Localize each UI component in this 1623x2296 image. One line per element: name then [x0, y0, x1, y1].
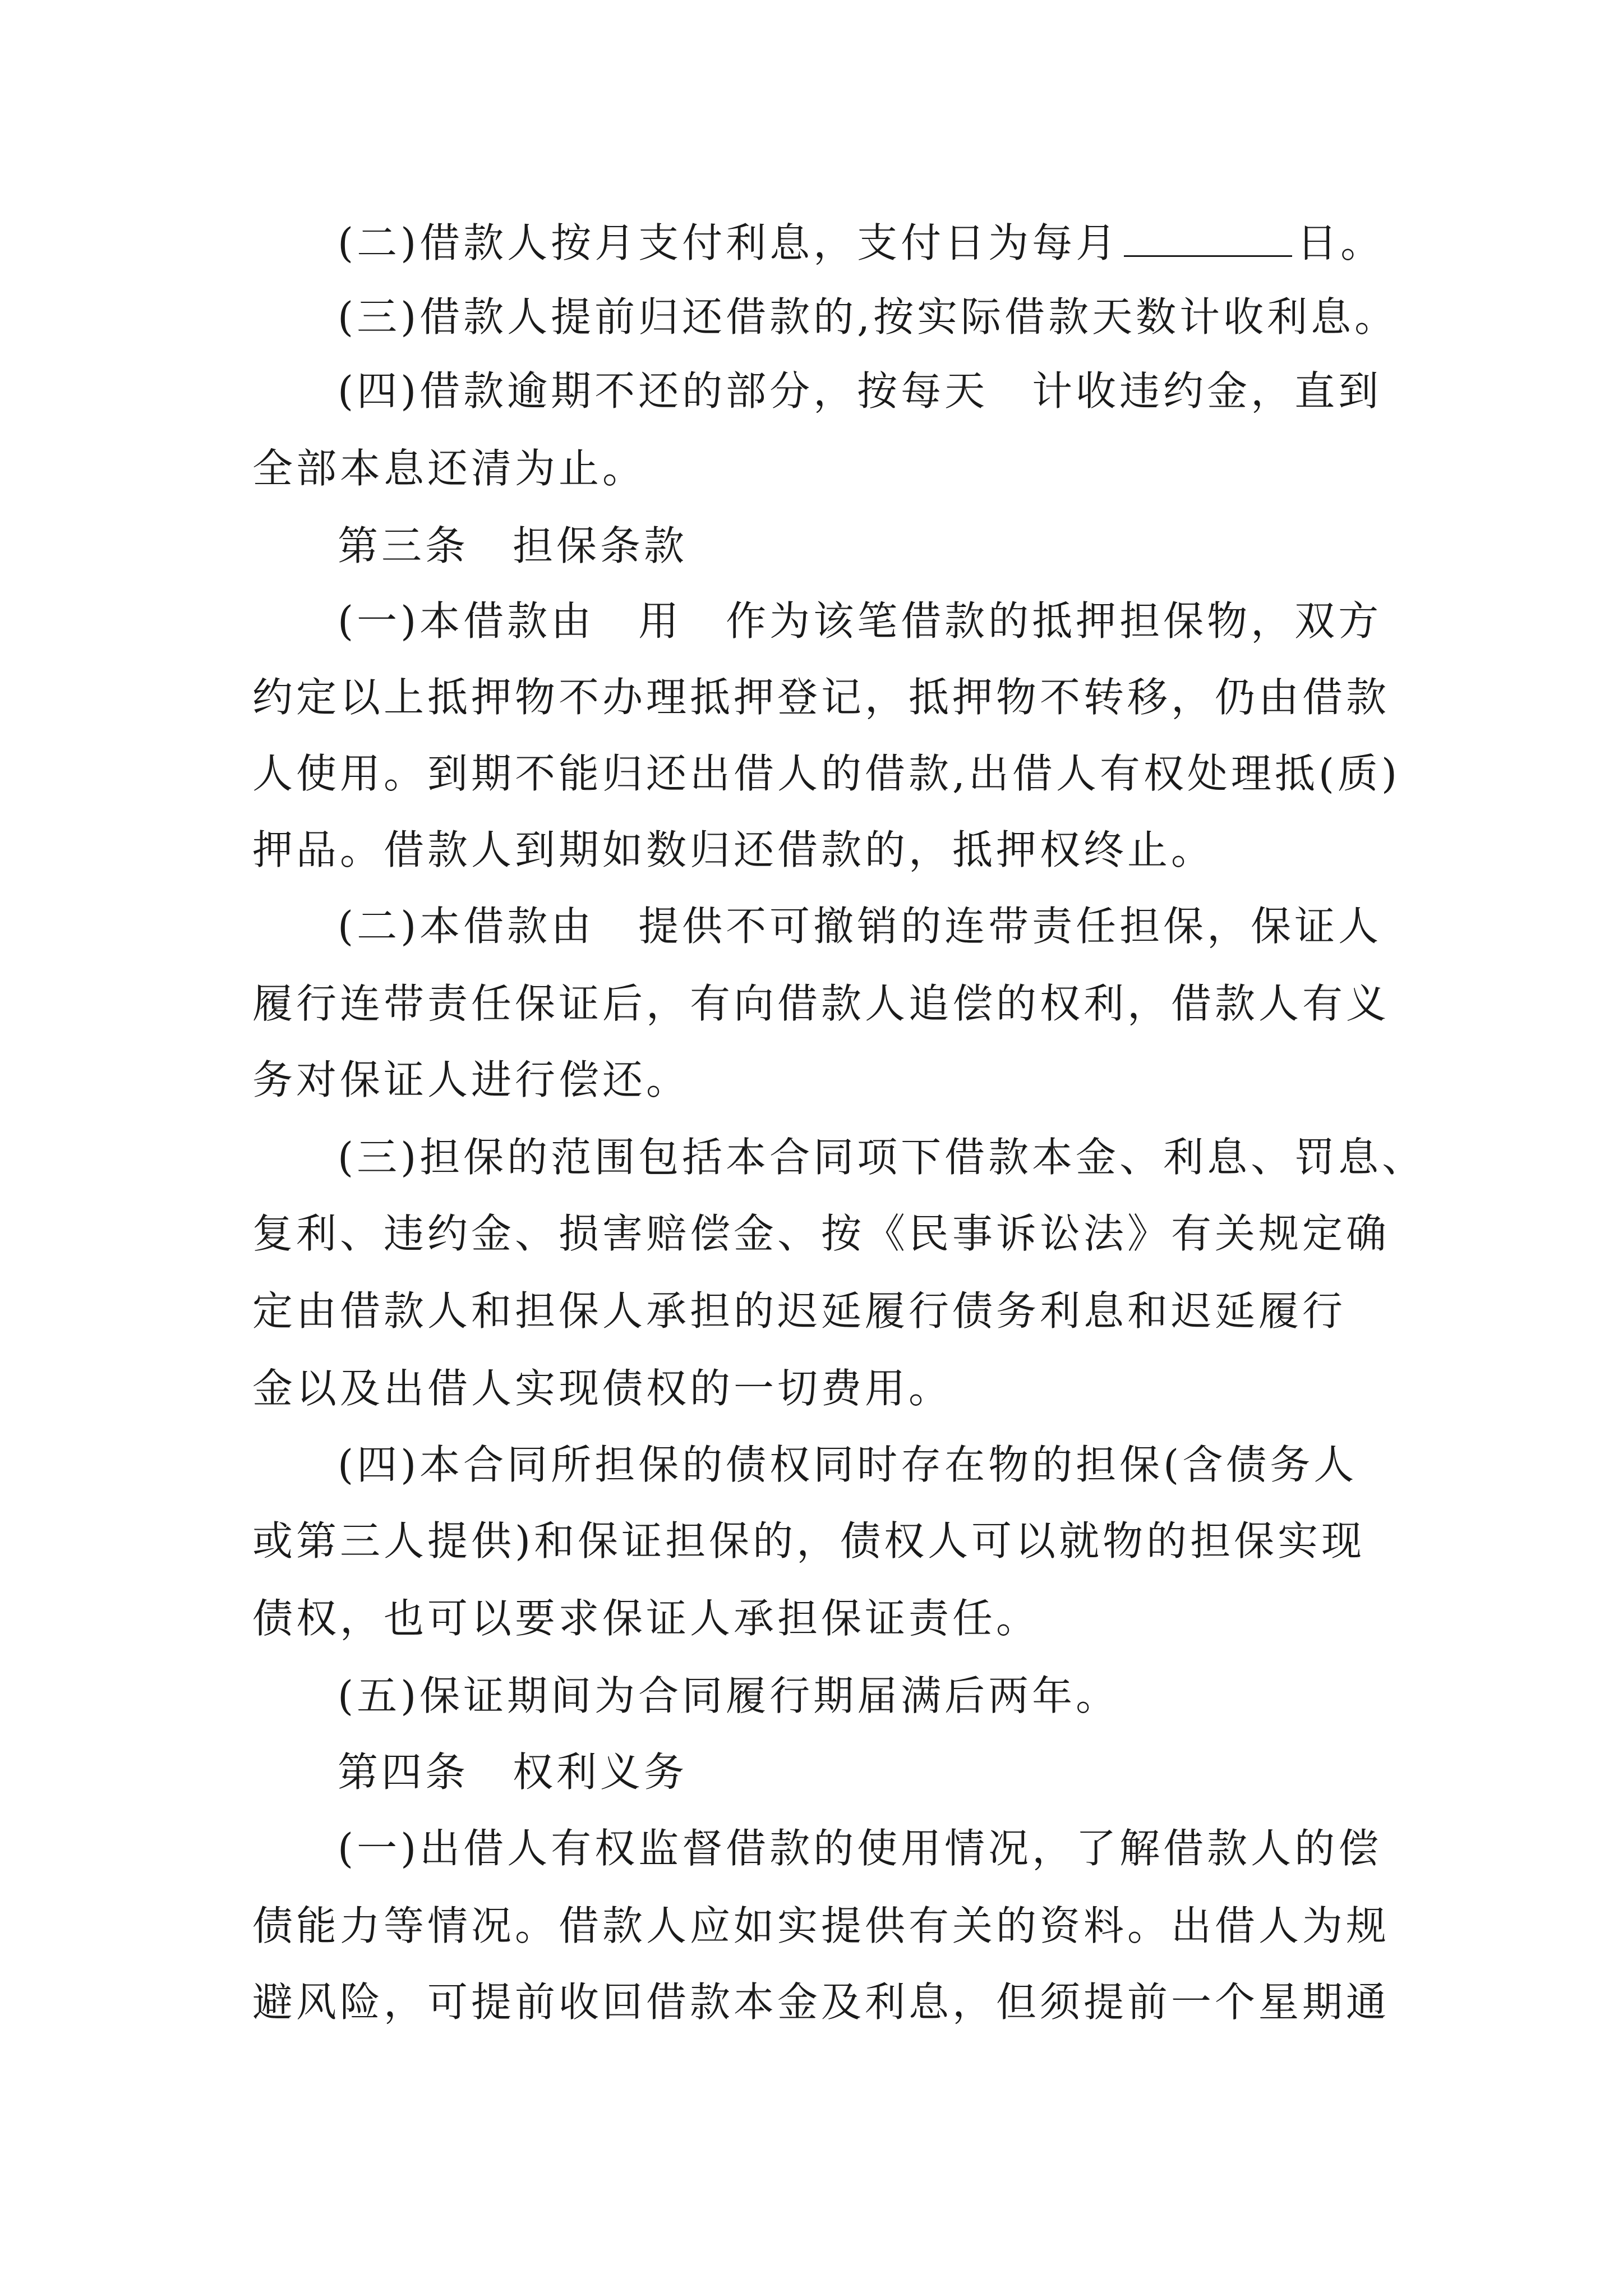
clause-3-1-cont-1: 约定以上抵押物不办理抵押登记，抵押物不转移，仍由借款 — [252, 674, 1390, 721]
clause-4-1-cont-2: 避风险，可提前收回借款本金及利息，但须提前一个星期通 — [252, 1978, 1390, 2026]
clause-2-2-payment-day — [338, 218, 1385, 268]
clause-2-4-cont: 全部本息还清为止。 — [252, 445, 647, 492]
clause-2-2-text: (二)借款人按月支付利息，支付日为每月 — [338, 219, 1120, 266]
clause-3-4-cont-2: 债权，也可以要求保证人承担保证责任。 — [252, 1595, 1040, 1642]
payment-day-blank — [1124, 220, 1292, 257]
clause-2-2-suffix: 日。 — [1297, 219, 1385, 266]
clause-3-2-cont-2: 务对保证人进行偿还。 — [252, 1056, 690, 1103]
article-3-heading: 第三条 担保条款 — [338, 522, 688, 569]
clause-3-3-cont-2: 定由借款人和担保人承担的迟延履行债务利息和迟延履行 — [252, 1287, 1347, 1335]
clause-3-2: (二)本借款由 提供不可撤销的连带责任担保，保证人 — [338, 903, 1382, 950]
clause-3-3-cont-3: 金以及出借人实现债权的一切费用。 — [252, 1365, 953, 1412]
clause-2-4: (四)借款逾期不还的部分，按每天 计收违约金，直到 — [338, 367, 1382, 415]
clause-4-1-cont-1: 债能力等情况。借款人应如实提供有关的资料。出借人为规 — [252, 1902, 1390, 1949]
clause-3-5: (五)保证期间为合同履行期届满后两年。 — [338, 1672, 1120, 1719]
clause-3-4-cont-1: 或第三人提供)和保证担保的，债权人可以就物的担保实现 — [252, 1517, 1366, 1565]
clause-3-4: (四)本合同所担保的债权同时存在物的担保(含债务人 — [338, 1441, 1358, 1488]
clause-2-3: (三)借款人提前归还借款的,按实际借款天数计收利息。 — [338, 293, 1399, 341]
clause-3-3: (三)担保的范围包括本合同项下借款本金、利息、罚息、 — [338, 1134, 1426, 1181]
article-4-heading: 第四条 权利义务 — [338, 1749, 688, 1796]
clause-3-1-cont-2: 人使用。到期不能归还出借人的借款,出借人有权处理抵(质) — [252, 750, 1401, 797]
clause-3-1-cont-3: 押品。借款人到期如数归还借款的，抵押权终止。 — [252, 826, 1215, 873]
clause-3-2-cont-1: 履行连带责任保证后，有向借款人追偿的权利，借款人有义 — [252, 980, 1390, 1027]
clause-3-1: (一)本借款由 用 作为该笔借款的抵押担保物，双方 — [338, 597, 1382, 645]
clause-4-1: (一)出借人有权监督借款的使用情况，了解借款人的偿 — [338, 1825, 1382, 1872]
clause-3-3-cont-1: 复利、违约金、损害赔偿金、按《民事诉讼法》有关规定确 — [252, 1210, 1390, 1257]
